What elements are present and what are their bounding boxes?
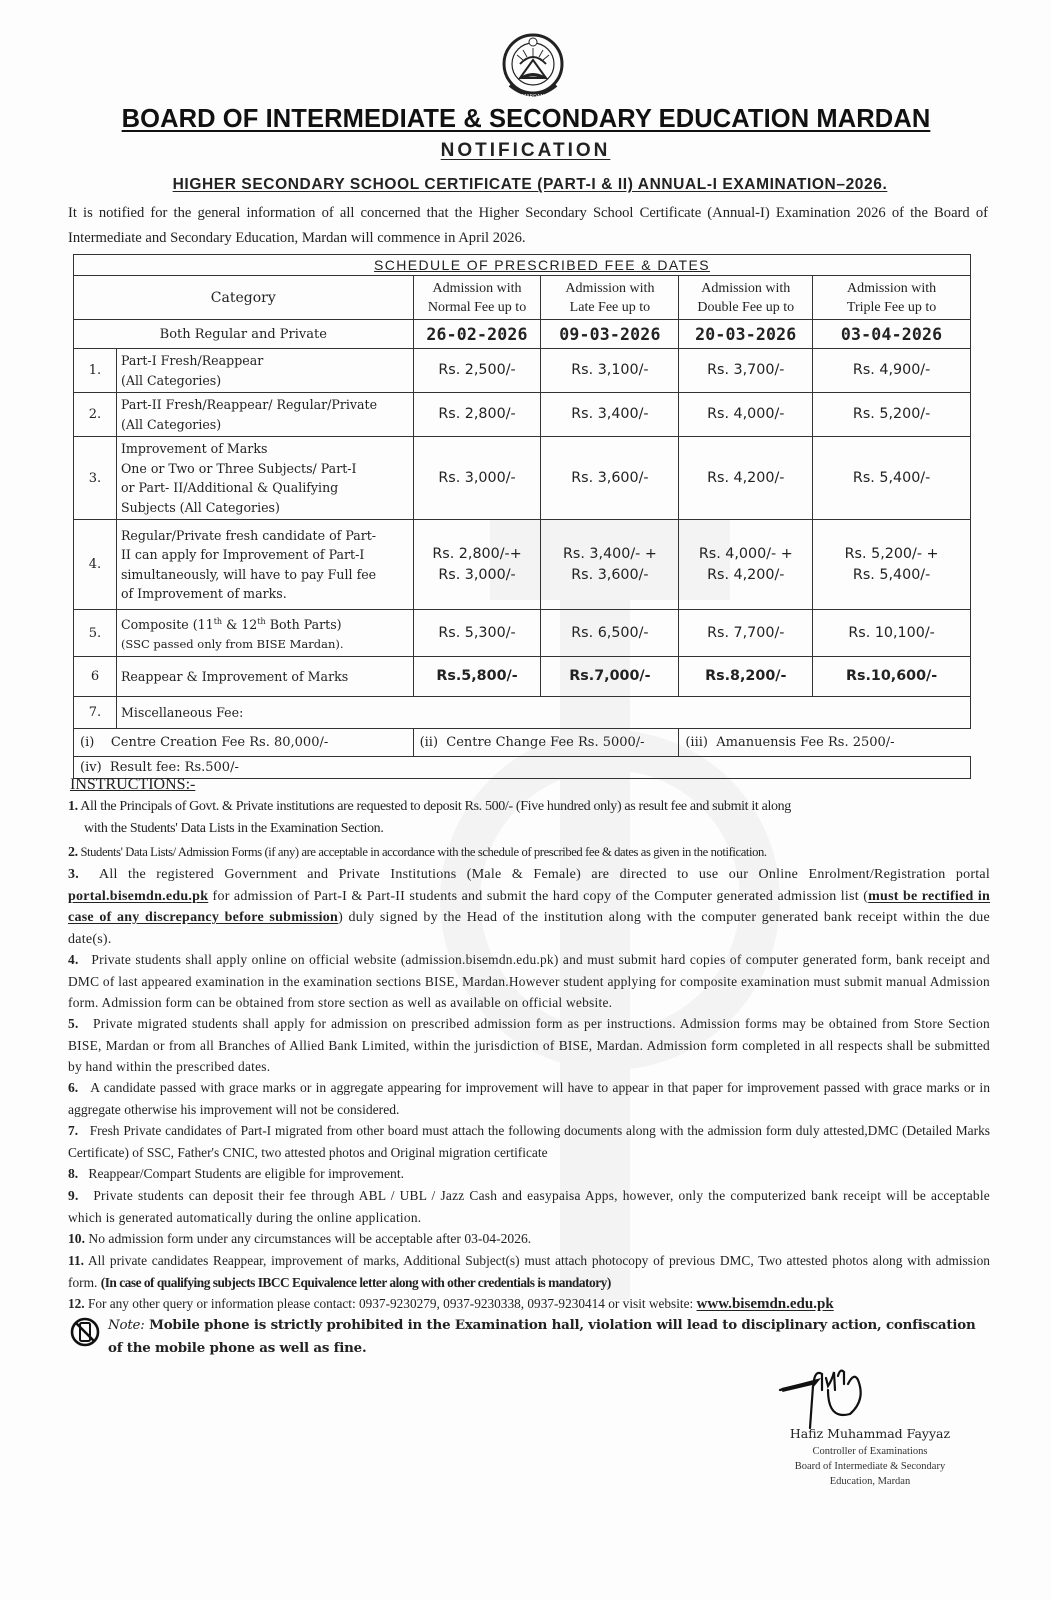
table-row: 4. Regular/Private fresh candidate of Part- II can apply for Improvement of Part-I simultaneously, will have to pay Full fee of Improvement of marks. Rs. 2,800/-+ Rs. 3,000/- Rs. 3,400/- + Rs. 3,600/- Rs. 4,000/- + Rs. 4,200/- Rs. 5,200/- + Rs. 5,400/-	[74, 520, 971, 610]
misc-amanuensis: (iii) Amanuensis Fee Rs. 2500/-	[679, 729, 971, 757]
board-title: BOARD OF INTERMEDIATE & SECONDARY EDUCATION MARDAN	[121, 105, 931, 133]
row-description: Improvement of Marks One or Two or Three Subjects/ Part-I or Part- II/Additional & Qualifying Subjects (All Categories)	[116, 437, 413, 520]
signatory-org-line2: Education, Mardan	[829, 1476, 911, 1487]
instruction-item: 9. Private students can deposit their fee through ABL / UBL / Jazz Cash and easypaisa Apps, however, only the computerized bank receipt will be acceptable which is generated automatically during the online application.	[68, 1188, 991, 1225]
column-header-double: Admission with Double Fee up to	[679, 276, 813, 320]
row-description: Regular/Private fresh candidate of Part- II can apply for Improvement of Part-I simultaneously, will have to pay Full fee of Improvement of marks.	[116, 520, 413, 610]
table-row: 2. Part-II Fresh/Reappear/ Regular/Private (All Categories) Rs. 2,800/- Rs. 3,400/- Rs. 4,000/- Rs. 5,200/-	[74, 393, 971, 437]
column-header-normal: Admission with Normal Fee up to	[413, 276, 541, 320]
no-mobile-phone-icon	[70, 1316, 100, 1348]
instruction-item: 1. All the Principals of Govt. & Private institutions are requested to deposit Rs. 500/- (Five hundred only) as result fee and submit it along with the Students' Data Lists in the Examination Section.	[68, 799, 791, 836]
instruction-item: 8. Reappear/Compart Students are eligible for improvement.	[68, 1166, 404, 1181]
notification-title: NOTIFICATION	[440, 140, 611, 161]
table-row: 6 Reappear & Improvement of Marks Rs.5,800/- Rs.7,000/- Rs.8,200/- Rs.10,600/-	[74, 657, 971, 697]
row-description: Composite (11th & 12th Both Parts) (SSC passed only from BISE Mardan).	[116, 610, 413, 657]
column-header-late: Admission with Late Fee up to	[541, 276, 679, 320]
portal-link[interactable]: portal.bisemdn.edu.pk	[68, 888, 209, 904]
instructions-title: INSTRUCTIONS:-	[70, 776, 196, 793]
dates-row	[74, 320, 971, 349]
table-row: 7. Miscellaneous Fee:	[74, 697, 971, 729]
mobile-phone-note: Note: Mobile phone is strictly prohibited in the Examination hall, violation will lead to disciplinary action, confiscation of the mobile phone as well as fine.	[108, 1317, 976, 1356]
schedule-title: SCHEDULE OF PRESCRIBED FEE & DATES	[74, 255, 971, 276]
instruction-item: 11. All private candidates Reappear, improvement of marks, Additional Subject(s) must attach photocopy of previous DMC, Two attested photos along with admission form. (In case of qualifying subjects IBCC Equivalence letter along with other credentials is mandatory)	[68, 1253, 991, 1290]
row-description: Reappear & Improvement of Marks	[116, 657, 413, 697]
instruction-item: 5. Private migrated students shall apply for admission on prescribed admission form as per instructions. Admission forms may be obtained from Store Section BISE, Mardan or from all Branches of Allied Bank Limited, within the jurisdiction of BISE, Mardan. Admission form completed in all respects shall be submitted by hand within the prescribed dates.	[68, 1016, 990, 1074]
date-normal: 26-02-2026	[413, 320, 541, 349]
misc-centre-change: (ii) Centre Change Fee Rs. 5000/-	[413, 729, 679, 757]
table-row: 3. Improvement of Marks One or Two or Three Subjects/ Part-I or Part- II/Additional & Qualifying Subjects (All Categories) Rs. 3,000/- Rs. 3,600/- Rs. 4,200/- Rs. 5,400/-	[74, 437, 971, 520]
date-triple: 03-04-2026	[813, 320, 971, 349]
website-link[interactable]: www.bisemdn.edu.pk	[696, 1296, 834, 1312]
instruction-item: 7. Fresh Private candidates of Part-I migrated from other board must attach the following documents along with the admission form duly attested,DMC (Detailed Marks Certificate) of SSC, Father's CNIC, two attested photos and Original migration certificate	[68, 1123, 990, 1160]
instruction-item: 4. Private students shall apply online on official website (admission.bisemdn.edu.pk) and must submit hard copies of computer generated form, bank receipt and DMC of last appeared examination in the examination sections BISE, Mardan.However student applying for composite examination must submit manual Admission form. Admission form can be obtained from store section as well as available on official website.	[68, 952, 990, 1010]
table-header-row	[74, 276, 971, 320]
signatory-org-line1: Board of Intermediate & Secondary	[794, 1461, 946, 1472]
exam-title: HIGHER SECONDARY SCHOOL CERTIFICATE (PART-I & II) ANNUAL-I EXAMINATION–2026.	[172, 176, 888, 193]
fee-schedule-table	[73, 254, 971, 779]
intro-paragraph: It is notified for the general information of all concerned that the Higher Secondary School Certificate (Annual-I) Examination 2026 of the Board of Intermediate and Secondary Education, Mardan will commence in April 2026.	[68, 205, 988, 246]
date-late: 09-03-2026	[541, 320, 679, 349]
table-row: 1. Part-I Fresh/Reappear (All Categories) Rs. 2,500/- Rs. 3,100/- Rs. 3,700/- Rs. 4,900/-	[74, 349, 971, 393]
dates-row-label: Both Regular and Private	[74, 320, 414, 349]
signatory-designation: Controller of Examinations	[812, 1446, 928, 1457]
misc-fee-row	[74, 757, 971, 779]
signatory-name: Hafiz Muhammad Fayyaz	[789, 1426, 951, 1441]
misc-fee-heading: Miscellaneous Fee:	[116, 697, 970, 729]
table-row: 5. Composite (11th & 12th Both Parts) (SSC passed only from BISE Mardan). Rs. 5,300/- Rs. 6,500/- Rs. 7,700/- Rs. 10,100/-	[74, 610, 971, 657]
signature-mark	[778, 1350, 888, 1430]
misc-result-fee: (iv) Result fee: Rs.500/-	[74, 757, 971, 779]
misc-centre-creation: (i) Centre Creation Fee Rs. 80,000/-	[74, 729, 414, 757]
instruction-item: 6. A candidate passed with grace marks or in aggregate appearing for improvement will have to appear in that paper for improvement passed with grace marks or in aggregate otherwise his improvement will not be considered.	[68, 1080, 990, 1117]
row-description: Part-I Fresh/Reappear (All Categories)	[116, 349, 413, 393]
svg-text:MARDAN: MARDAN	[521, 94, 545, 100]
date-double: 20-03-2026	[679, 320, 813, 349]
column-header-triple: Admission with Triple Fee up to	[813, 276, 971, 320]
instruction-item: 2. Students' Data Lists/ Admission Forms (if any) are acceptable in accordance with the schedule of prescribed fee & dates as given in the notification.	[68, 845, 767, 860]
category-header: Category	[74, 276, 414, 320]
instruction-item: 10. No admission form under any circumstances will be acceptable after 03-04-2026.	[68, 1231, 532, 1246]
instruction-item: 3. All the registered Government and Private Institutions (Male & Female) are directed to use our Online Enrolment/Registration portal portal.bisemdn.edu.pk for admission of Part-I & Part-II students and submit the hard copy of the Computer generated admission list (must be rectified in case of any discrepancy before submission) duly signed by the Head of the institution along with the computer generated bank receipt within the due date(s).	[68, 867, 991, 947]
row-description: Part-II Fresh/Reappear/ Regular/Private (All Categories)	[116, 393, 413, 437]
misc-fee-row	[74, 729, 971, 757]
board-logo-icon	[500, 30, 566, 106]
instruction-item: 12. For any other query or information please contact: 0937-9230279, 0937-9230338, 0937-9230414 or visit website: www.bisemdn.edu.pk	[68, 1296, 834, 1312]
